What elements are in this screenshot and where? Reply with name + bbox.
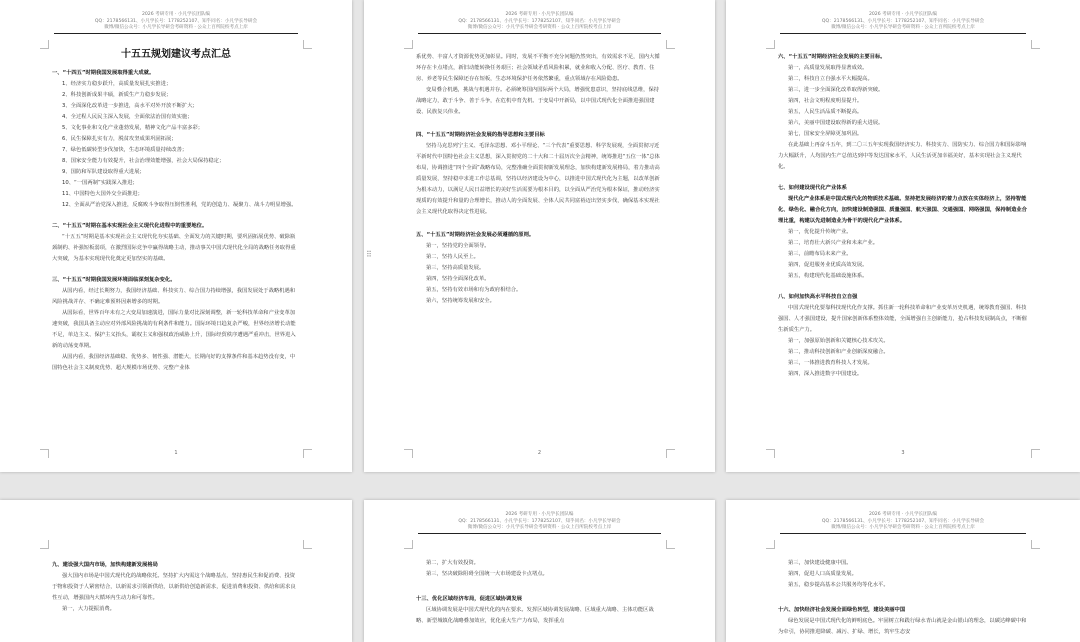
- list-item: 第三，进一步全面深化改革取得新突破。: [788, 87, 884, 93]
- paragraph-guiding-thought: 坚持马克思列宁主义、毛泽东思想、邓小平理论、“三个代表”重要思想、科学发展观，全面贯彻习近平新时代中国特色社会主义思想，深入贯彻党的二十大和二十届历次全会精神，统筹推进“五位一体”总体布局，协调推进“四个全面”战略布局，完整准确全面贯彻新发展理念，加快构建新发展格局，着力推动高质量发展，坚持稳中求进工作总基调，坚持以经济建设为中心，以推进中国式现代化为主题，以改革创新为根本动力，以满足人民日益增长的美好生活需要为根本目的，以全面从严治党为根本保证，推动经济实现质的有效提升和量的合理增长，推动人的全面发展、全体人民共同富裕迈出坚实步伐，确保基本实现社会主义现代化取得决定性进展。: [416, 143, 660, 215]
- paragraph: 强大国内市场是中国式现代化的战略依托。坚持扩大内需这个战略基点，坚持惠民生和促消费、投资于物和投资于人紧密结合，以新需求引领新供给，以新供给创造新需求，促进消费和投资、供给和需求良性互动，增强国内大循环内生动力和可靠性。: [52, 573, 296, 601]
- list-item: 第四，促进人口高质量发展。: [788, 571, 857, 577]
- list-item: 7、绿色低碳转型步伐加快，生态环境质量持续改善；: [62, 147, 188, 153]
- page-corner-mark: [1031, 540, 1040, 549]
- header-rule: [780, 33, 1026, 34]
- header-line: QQ：2178566131、小凡学长号：1778252107、知乎同名：小凡学长导研会: [821, 518, 985, 524]
- page-body: [778, 558, 1028, 638]
- list-item: 第六，美丽中国建设取得新的重大进展。: [788, 120, 884, 126]
- paragraph: 区域协调发展是中国式现代化的内在要求。发挥区域协调发展战略、区域重大战略、主体功能区战略、新型城镇化战略叠加效应，优化重大生产力布局，发挥重点: [416, 607, 654, 624]
- list-item: 第四，社会文明程度明显提升。: [788, 98, 863, 104]
- header-line: 2026 考研专用 · 小凡学长团队编: [505, 512, 574, 517]
- list-item: 第一，大力提振消费。: [62, 606, 115, 612]
- page-corner-mark: [404, 540, 413, 549]
- paragraph: 从国内看，经过长期努力，我国经济基础、科技实力、综合国力持续增强，我国发展处于战略机遇和风险挑战并存、不确定难预料因素增多的时期。: [52, 288, 296, 305]
- header-line: QQ：2178566131、小凡学长号：1778252107、知乎同名：小凡学长导研会: [458, 518, 621, 524]
- goals-list: [778, 63, 1028, 140]
- section-heading: 七、如何建设现代化产业体系: [778, 185, 847, 191]
- header-line: 微博/微信公众号：小凡学长导研会考研资料 · 公众上百所院校考点上岸: [831, 25, 975, 31]
- list-item: 第一，高质量发展取得显著成效。: [788, 65, 868, 71]
- page-corner-mark: [404, 40, 413, 49]
- paragraph: 中国式现代化要靠科技现代化作支撑。抓住新一轮科技革命和产业变革历史机遇，统筹教育强国、科技强国、人才强国建设，提升国家创新体系整体效能，全面增强自主创新能力，抢占科技发展制高点，不断催生新质生产力。: [778, 305, 1027, 333]
- list-item: 第七，国家安全屏障更加巩固。: [788, 131, 863, 137]
- list-item: 11、中国特色大国外交全面推进；: [62, 191, 143, 197]
- page-header: [54, 12, 298, 34]
- section-heading: 六、“十五五”时期经济社会发展的主要目标。: [778, 54, 886, 60]
- principles-list: [416, 241, 663, 307]
- list-item: 2、科技创新成果丰硕，新质生产力稳步发展；: [62, 92, 172, 98]
- page-body: [52, 560, 300, 615]
- list-item: 3、全面深化改革进一步推进，高水平对外开放不断扩大；: [62, 103, 198, 109]
- page-corner-mark: [303, 540, 312, 549]
- header-line: 2026 考研专用 · 小凡学长团队编: [868, 512, 938, 517]
- list-item: 第四，坚持全面深化改革。: [426, 276, 490, 282]
- list-item: 1、经济实力稳步跃升，高质量发展扎实推进；: [62, 81, 172, 87]
- list-item: 8、国家安全能力有效提升，社会治理效能增强，社会大局保持稳定；: [62, 158, 225, 164]
- list-item: 6、民生保障扎实有力，脱贫攻坚成果巩固拓展；: [62, 136, 177, 142]
- list-item: 第五，坚持有效市场和有为政府相结合。: [426, 287, 522, 293]
- list-item: 第四，促进服务业优质高效发展。: [788, 262, 868, 268]
- list-item: 第三，坚持高质量发展。: [426, 265, 485, 271]
- page-corner-mark: [303, 40, 312, 49]
- header-line: 微博/微信公众号：小凡学长导研会考研资料 · 公众上百所院校考点上岸: [104, 25, 248, 31]
- list-item: 第三，加快建设健康中国。: [788, 560, 852, 566]
- paragraph: 在此基础上再奋斗五年，到二〇三五年实现我国经济实力、科技实力、国防实力、综合国力和国际影响力大幅跃升，人均国内生产总值达到中等发达国家水平，人民生活更加幸福美好，基本实现社会主义现代化。: [778, 142, 1027, 170]
- list-item: 第六，坚持统筹发展和安全。: [426, 298, 495, 304]
- list-item: 第五，构建现代化基础设施体系。: [788, 273, 868, 279]
- paragraph: 系优势、丰富人才资源优势更加彰显。同时，发展不平衡不充分问题仍然突出，有效需求不足，国内大循环存在卡点堵点，新旧动能转换任务艰巨；社会领域矛盾风险积累，就业和收入分配、医疗、教育、住房、养老等民生保障还存在短板，生态环境保护任务依然繁重，重点领域存在风险隐患。: [416, 54, 660, 82]
- header-line: 微博/微信公众号：小凡学长导研会考研资料 · 公众上百所院校考点上岸: [831, 525, 975, 531]
- list-item: 第二，扩大有效投资。: [426, 560, 479, 566]
- header-line: QQ：2178566131、小凡学长号：1778252107、知乎同名：小凡学长导研会: [94, 18, 258, 24]
- header-line: 微博/微信公众号：小凡学长导研会考研资料 · 公众上百所院校考点上岸: [467, 25, 612, 31]
- document-page-5: [364, 500, 715, 642]
- paragraph: 现代化产业体系是中国式现代化的物质技术基础。坚持把发展经济的着力点放在实体经济上，坚持智能化、绿色化、融合化方向，加快建设制造强国、质量强国、航天强国、交通强国、网络强国，保持制造业合理比重，构建以先进制造业为骨干的现代化产业体系。: [778, 196, 1027, 224]
- paragraph: “十五五”时期是基本实现社会主义现代化夯实基础、全面发力的关键时期，要巩固拓展优势、破除瓶颈制约、补强短板弱项，在激烈国际竞争中赢得战略主动，推动事关中国式现代化全局的战略任务取得重大突破，为基本实现现代化奠定更加坚实的基础。: [52, 234, 296, 262]
- page-body: [52, 48, 300, 374]
- list-item: 12、全面从严治党深入推进，反腐败斗争取得压倒性胜利，党的创造力、凝聚力、战斗力明显增强。: [62, 202, 297, 208]
- industry-list: [778, 227, 1028, 282]
- document-page-1: [0, 0, 352, 472]
- list-item: 第三，一体推进教育科技人才发展。: [788, 360, 873, 366]
- list-item: 第一，加强原始创新和关键核心技术攻关。: [788, 338, 889, 344]
- header-line: QQ：2178566131、小凡学长号：1778252107、知乎同名：小凡学长导研会: [821, 18, 985, 24]
- page-number: 3: [901, 450, 905, 456]
- paragraph: 绿色发展是中国式现代化的鲜明底色。牢固树立和践行绿水青山就是金山银山的理念，以碳达峰碳中和为牵引，协同推进降碳、减污、扩绿、增长，筑牢生态安: [778, 618, 1027, 635]
- section-heading: 一、“十四五”时期我国发展取得重大成就。: [52, 70, 155, 76]
- list-item: 第一，优化提升传统产业。: [788, 229, 852, 235]
- header-rule: [418, 533, 661, 534]
- section-heading: 五、“十五五”时期经济社会发展必须遵循的原则。: [416, 232, 535, 238]
- page-number: 1: [174, 450, 178, 456]
- document-title: 十五五规划建议考点汇总: [121, 49, 231, 60]
- document-page-6: [726, 500, 1080, 642]
- section-heading: 三、“十五五”时期我国发展环境面临深刻复杂变化。: [52, 277, 176, 283]
- list-item: 第一，坚持党的全面领导。: [426, 243, 490, 249]
- list: [778, 558, 1028, 591]
- header-line: QQ：2178566131、小凡学长号：1778252107、知乎同名：小凡学长导研会: [458, 18, 621, 24]
- achievement-list: [52, 79, 300, 211]
- paragraph: 从国际看，世界百年未有之大变局加速演进，国际力量对比深刻调整，新一轮科技革命和产业变革加速突破，我国具备主动应对外部风险挑战的有利条件和能力。国际环境日趋复杂严峻，世界经济增长动能不足，单边主义、保护主义抬头，霸权主义和强权政治威胁上升，国际经贸秩序遭遇严重冲击，世界进入新的动荡变革期。: [52, 310, 296, 349]
- list-item: 第三，前瞻布局未来产业。: [788, 251, 852, 257]
- list-item: 第三，坚决破除阻碍全国统一大市场建设卡点堵点。: [426, 571, 548, 577]
- document-page-2: [364, 0, 715, 472]
- page-number: 2: [537, 450, 542, 456]
- header-line: 2026 考研专用 · 小凡学长团队编: [505, 12, 574, 17]
- page-corner-mark: [40, 40, 49, 49]
- section-heading: 十六、加快经济社会发展全面绿色转型，建设美丽中国: [778, 607, 906, 613]
- page-body: [778, 52, 1028, 380]
- section-heading: 二、“十五五”时期在基本实现社会主义现代化进程中的重要地位。: [52, 223, 208, 229]
- document-page-3: [726, 0, 1080, 472]
- page-corner-mark: [40, 540, 49, 549]
- page-header: [418, 12, 661, 34]
- section-heading: 八、如何加快高水平科技自立自强: [778, 294, 858, 300]
- list-item: 第二，科技自立自强水平大幅提高。: [788, 76, 873, 82]
- list-item: 第二，推动科技创新和产业创新深度融合。: [788, 349, 889, 355]
- paragraph: 变局叠合机遇，挑战与机遇并存。必须统筹国内国际两个大局，增强忧患意识，坚持底线思维，保持战略定力，敢于斗争、善于斗争，在危机中育先机、于变局中开新局，以中国式现代化全面推进强国建设、民族复兴伟业。: [416, 87, 660, 115]
- page-corner-mark: [766, 540, 775, 549]
- list-item: 5、文化事业和文化产业蓬勃发展，精神文化产品丰富多彩；: [62, 125, 204, 131]
- section-heading: 九、建设强大国内市场，加快构建新发展格局: [52, 562, 158, 568]
- section-heading: 十三、优化区域经济布局，促进区域协调发展: [416, 596, 522, 602]
- paragraph: 从国内看，我国经济基础稳、优势多、韧性强、潜能大，长期向好的支撑条件和基本趋势没有变，中国特色社会主义制度优势、超大规模市场优势、完整产业体: [52, 354, 296, 371]
- list-item: 4、全过程人民民主深入发展，全面依法治国有效实施；: [62, 114, 193, 120]
- header-line: 2026 考研专用 · 小凡学长团队编: [141, 12, 211, 17]
- list-item: 第五，稳步提高基本公共服务均等化水平。: [788, 582, 889, 588]
- header-rule: [780, 533, 1026, 534]
- header-rule: [54, 33, 298, 34]
- page-corner-mark: [766, 40, 775, 49]
- list-item: 9、国防和军队建设取得重大进展；: [62, 169, 145, 175]
- list-item: 第二，坚持人民至上。: [426, 254, 479, 260]
- page-corner-mark: [666, 540, 675, 549]
- list-item: 10、“一国两制”实践深入推进；: [62, 180, 138, 186]
- page-corner-mark: [1031, 40, 1040, 49]
- tech-list: [778, 336, 1028, 380]
- list-item: 第五，人民生活品质不断提高。: [788, 109, 863, 115]
- header-line: 微博/微信公众号：小凡学长导研会考研资料 · 公众上百所院校考点上岸: [467, 525, 612, 531]
- list-item: 第二，培育壮大新兴产业和未来产业。: [788, 240, 879, 246]
- header-line: 2026 考研专用 · 小凡学长团队编: [868, 12, 938, 17]
- document-page-4: [0, 500, 352, 642]
- page-header: [780, 12, 1026, 34]
- page-header: [418, 512, 661, 534]
- page-header: [780, 512, 1026, 534]
- list: [416, 558, 663, 580]
- drag-handle-icon[interactable]: ⠿: [366, 250, 372, 259]
- page-body[interactable]: [416, 52, 663, 307]
- section-heading: 四、“十五五”时期经济社会发展的指导思想和主要目标: [416, 132, 545, 138]
- list-item: 第四，深入推进数字中国建设。: [788, 371, 863, 377]
- page-corner-mark: [666, 40, 675, 49]
- page-body: [416, 558, 663, 627]
- header-rule: [418, 33, 661, 34]
